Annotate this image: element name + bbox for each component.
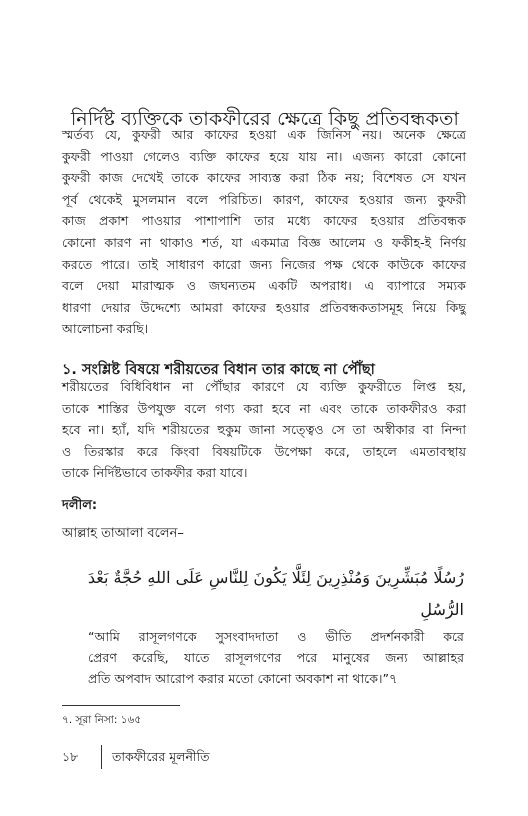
text-line: করতে পারে। তাই সাধারণ কারো জন্য নিজের পক্ষ থেকে কাউকে কাফের [62,256,466,272]
arabic-line: الرُّسُلِ [420,600,464,619]
arabic-line: رُسُلًا مُبَشِّرِينَ وَمُنْذِرِينَ لِئَلَّا يَكُونَ لِلنَّاسِ عَلَى اللهِ حُجَّةٌ بَعْدَ [87,568,464,587]
speaker-line: আল্লাহ তাআলা বলেন– [62,526,184,541]
text-line: কুফরী পাওয়া গেলেও ব্যক্তি কাফের হয়ে যায় না। এজন্য কারো কোনো [62,148,466,164]
text-line: স্মর্তব্য যে, কুফরী আর কাফের হওয়া এক জিনিস নয়। অনেক ক্ষেত্রে [62,127,466,142]
verse-translation [88,626,464,689]
text-line: তাকে শাস্তির উপযুক্ত বলে গণ্য করা হবে না এবং তাকে তাকফীরও করা [62,400,466,416]
text-line: প্রতি অপবাদ আরোপ করার মতো কোনো অবকাশ না থাকে।”৭ [88,671,398,686]
text-line: হবে না। হ্যাঁ, যদি শরীয়তের হুকুম জানা সত্ত্বেও সে তা অস্বীকার বা নিন্দা [62,422,466,438]
text-line: শরীয়তের বিধিবিধান না পৌঁছার কারণে যে ব্যক্তি কুফরীতে লিপ্ত হয়, [62,379,466,394]
text-line: কাজ প্রকাশ পাওয়ার পাশাপাশি তার মধ্যে কাফের হওয়ার প্রতিবন্ধক [62,213,466,229]
footnote: ৭. সূরা নিসা: ১৬৫ [62,714,142,726]
arabic-verse [72,562,464,626]
text-line: তাকে নির্দিষ্টভাবে তাকফীর করা যাবে। [62,465,248,481]
footer-divider [101,745,102,769]
running-title: তাকফীরের মূলনীতি [112,749,210,764]
text-line: কুফরী কাজ দেখেই তাকে কাফের সাব্যস্ত করা ঠিক নয়; বিশেষত সে যখন [62,170,466,186]
text-line: বলে দেয়া মারাত্মক ও জঘন্যতম একটি অপরাধ। এ ব্যাপারে সম্যক [62,278,466,294]
evidence-label: দলীল: [62,498,98,513]
section-heading: ১. সংশ্লিষ্ট বিষয়ে শরীয়তের বিধান তার কাছে না পৌঁছা [62,362,375,379]
section-paragraph [62,376,466,484]
text-line: প্রেরণ করেছি, যাতে রাসূলগণের পরে মানুষের জন্য আল্লাহর [88,650,464,665]
chapter-title: নির্দিষ্ট ব্যক্তিকে তাকফীরের ক্ষেত্রে কিছু প্রতিবন্ধকতা [70,107,460,130]
footnote-divider [62,705,180,706]
text-line: “আমি রাসূলগণকে সুসংবাদদাতা ও ভীতি প্রদর্শনকারী করে [88,629,464,644]
text-line: ও তিরস্কার করে কিংবা বিষয়টিকে উপেক্ষা করে, তাহলে এমতাবস্থায় [62,443,466,459]
page-number: ১৮ [62,749,79,764]
text-line: পূর্ব থেকেই মুসলমান বলে পরিচিত। কারণ, কাফের হওয়ার জন্য কুফরী [62,191,466,207]
text-line: কোনো কারণ না থাকাও শর্ত, যা একমাত্র বিজ্ঞ আলেম ও ফকীহ-ই নির্ণয় [62,234,466,250]
text-line: আলোচনা করছি। [62,321,149,337]
intro-paragraph [62,124,466,340]
text-line: ধারণা দেয়ার উদ্দেশ্যে আমরা কাফের হওয়ার প্রতিবন্ধকতাসমূহ নিয়ে কিছু [62,299,466,315]
